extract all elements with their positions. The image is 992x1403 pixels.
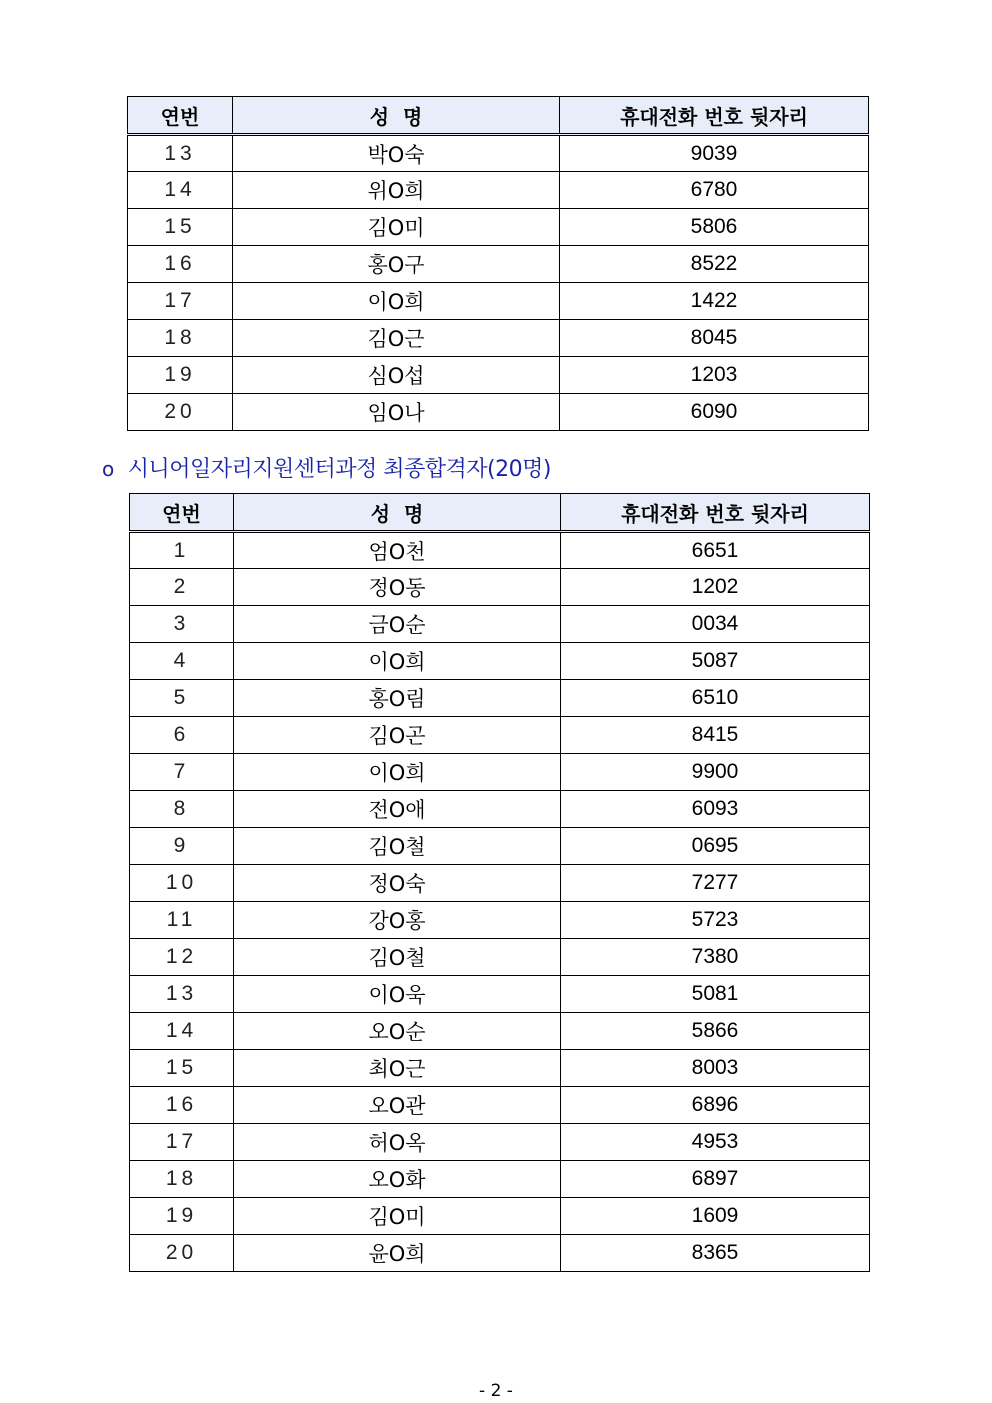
section-title: 시니어일자리지원센터과정 최종합격자(20명) (127, 457, 551, 482)
row-phone: 6090 (560, 394, 869, 431)
header-number: 연번 (128, 97, 233, 135)
row-phone: 0695 (561, 828, 870, 865)
table-header-row (128, 97, 869, 135)
row-number: 17 (130, 1124, 234, 1161)
table-row (130, 902, 870, 939)
row-name: 허O옥 (234, 1124, 561, 1161)
row-phone: 6896 (561, 1087, 870, 1124)
table-row (130, 1124, 870, 1161)
row-name: 박O숙 (233, 135, 560, 172)
table-row (128, 246, 869, 283)
row-phone: 1203 (560, 357, 869, 394)
row-name: 김O근 (233, 320, 560, 357)
row-name: 김O곤 (234, 717, 561, 754)
row-number: 14 (130, 1013, 234, 1050)
table-row (130, 1235, 870, 1272)
row-phone: 6897 (561, 1161, 870, 1198)
row-phone: 6651 (561, 532, 870, 569)
row-number: 16 (130, 1087, 234, 1124)
table-row (130, 939, 870, 976)
row-name: 강O홍 (234, 902, 561, 939)
row-phone: 8003 (561, 1050, 870, 1087)
row-phone: 1202 (561, 569, 870, 606)
row-number: 14 (128, 172, 233, 209)
row-number: 19 (128, 357, 233, 394)
table-row (128, 172, 869, 209)
row-number: 13 (128, 135, 233, 172)
row-phone: 5081 (561, 976, 870, 1013)
table-row (128, 135, 869, 172)
row-phone: 5806 (560, 209, 869, 246)
row-phone: 5866 (561, 1013, 870, 1050)
row-name: 김O철 (234, 828, 561, 865)
row-name: 이O희 (234, 754, 561, 791)
header-name: 성 명 (234, 494, 561, 532)
row-number: 20 (128, 394, 233, 431)
row-name: 엄O천 (234, 532, 561, 569)
row-name: 윤O희 (234, 1235, 561, 1272)
row-name: 홍O림 (234, 680, 561, 717)
row-name: 금O순 (234, 606, 561, 643)
row-number: 15 (130, 1050, 234, 1087)
row-number: 2 (130, 569, 234, 606)
row-number: 9 (130, 828, 234, 865)
header-phone: 휴대전화 번호 뒷자리 (561, 494, 870, 532)
senior-job-center-passers-table (129, 493, 870, 1272)
header-number: 연번 (130, 494, 234, 532)
row-phone: 6510 (561, 680, 870, 717)
table-header-row (130, 494, 870, 532)
row-number: 17 (128, 283, 233, 320)
table-row (130, 976, 870, 1013)
row-phone: 1609 (561, 1198, 870, 1235)
row-number: 19 (130, 1198, 234, 1235)
header-name: 성 명 (233, 97, 560, 135)
table-row (130, 643, 870, 680)
row-phone: 8415 (561, 717, 870, 754)
row-number: 12 (130, 939, 234, 976)
table-row (130, 791, 870, 828)
row-name: 이O희 (234, 643, 561, 680)
row-phone: 8045 (560, 320, 869, 357)
row-number: 20 (130, 1235, 234, 1272)
table-row (130, 754, 870, 791)
row-number: 6 (130, 717, 234, 754)
row-phone: 0034 (561, 606, 870, 643)
header-phone: 휴대전화 번호 뒷자리 (560, 97, 869, 135)
row-phone: 1422 (560, 283, 869, 320)
row-number: 11 (130, 902, 234, 939)
row-phone: 7380 (561, 939, 870, 976)
row-phone: 9039 (560, 135, 869, 172)
row-name: 김O미 (234, 1198, 561, 1235)
table-row (130, 1050, 870, 1087)
row-name: 오O관 (234, 1087, 561, 1124)
row-number: 18 (130, 1161, 234, 1198)
row-phone: 4953 (561, 1124, 870, 1161)
bullet-icon: o (102, 457, 114, 481)
row-phone: 8522 (560, 246, 869, 283)
row-number: 16 (128, 246, 233, 283)
row-name: 정O동 (234, 569, 561, 606)
table-row (130, 680, 870, 717)
table-row (130, 1161, 870, 1198)
row-name: 전O애 (234, 791, 561, 828)
row-phone: 9900 (561, 754, 870, 791)
table-row (128, 283, 869, 320)
table-row (130, 569, 870, 606)
row-number: 5 (130, 680, 234, 717)
row-number: 10 (130, 865, 234, 902)
passers-table-continued (127, 96, 869, 431)
table-row (130, 532, 870, 569)
row-name: 위O희 (233, 172, 560, 209)
row-number: 7 (130, 754, 234, 791)
row-phone: 6780 (560, 172, 869, 209)
row-number: 8 (130, 791, 234, 828)
row-number: 3 (130, 606, 234, 643)
table-row (130, 606, 870, 643)
row-phone: 5723 (561, 902, 870, 939)
table-row (128, 394, 869, 431)
row-name: 김O철 (234, 939, 561, 976)
table-row (130, 865, 870, 902)
row-name: 홍O구 (233, 246, 560, 283)
row-number: 18 (128, 320, 233, 357)
row-number: 13 (130, 976, 234, 1013)
table-row (128, 209, 869, 246)
row-name: 정O숙 (234, 865, 561, 902)
row-name: 오O순 (234, 1013, 561, 1050)
row-name: 심O섭 (233, 357, 560, 394)
table-row (130, 1198, 870, 1235)
table-row (130, 717, 870, 754)
page-number: - 2 - (479, 1381, 513, 1401)
table-row (130, 1013, 870, 1050)
row-name: 이O욱 (234, 976, 561, 1013)
table-row (128, 357, 869, 394)
table-row (130, 1087, 870, 1124)
row-phone: 8365 (561, 1235, 870, 1272)
row-name: 김O미 (233, 209, 560, 246)
row-number: 4 (130, 643, 234, 680)
row-name: 오O화 (234, 1161, 561, 1198)
section-heading (102, 452, 551, 483)
row-phone: 6093 (561, 791, 870, 828)
row-name: 임O나 (233, 394, 560, 431)
row-phone: 5087 (561, 643, 870, 680)
row-number: 15 (128, 209, 233, 246)
row-name: 최O근 (234, 1050, 561, 1087)
row-number: 1 (130, 532, 234, 569)
row-phone: 7277 (561, 865, 870, 902)
table-row (130, 828, 870, 865)
row-name: 이O희 (233, 283, 560, 320)
table-row (128, 320, 869, 357)
